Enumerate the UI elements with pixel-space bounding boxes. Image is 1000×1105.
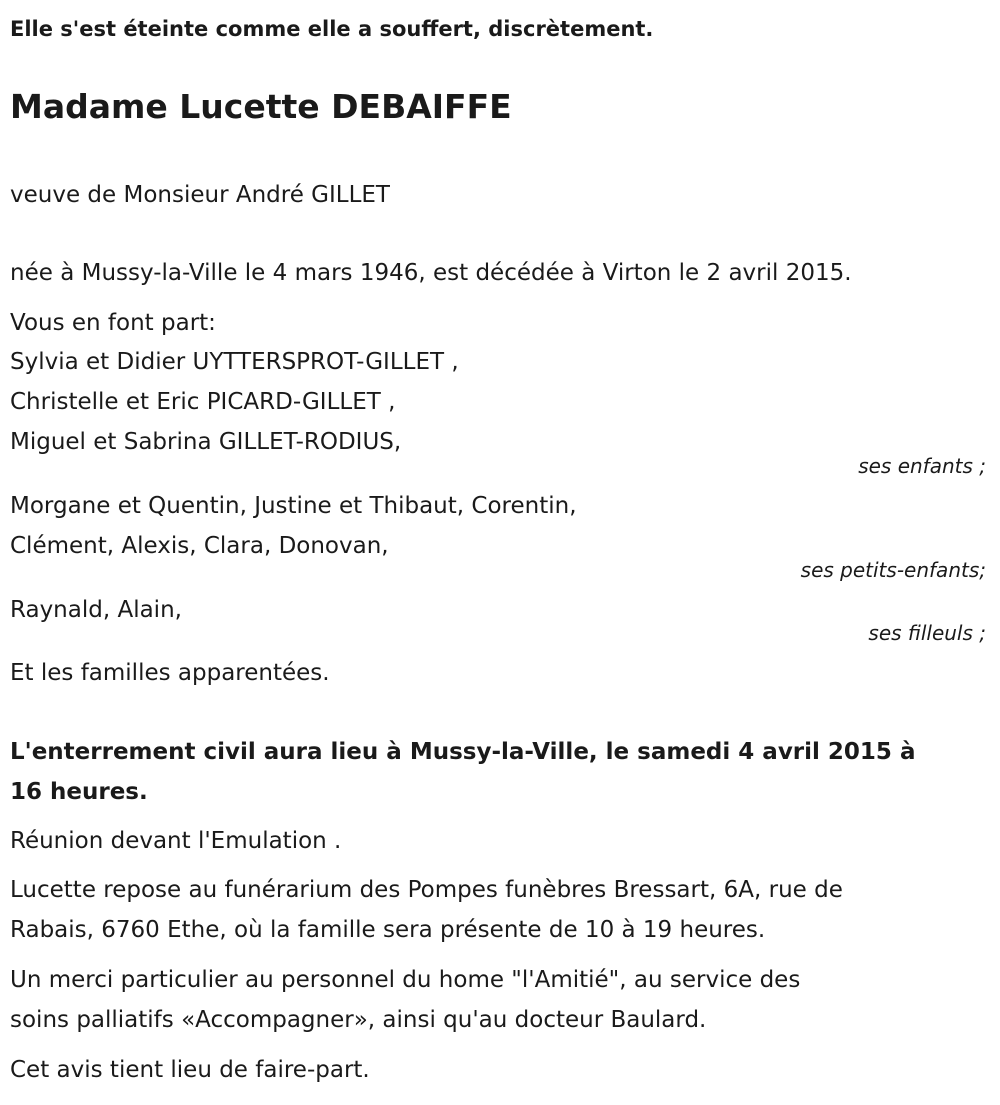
children-line: Sylvia et Didier UYTTERSPROT-GILLET , <box>10 349 459 375</box>
thanks-line: soins palliatifs «Accompagner», ainsi qu'au docteur Baulard. <box>10 1007 707 1033</box>
grandchildren-line: Morgane et Quentin, Justine et Thibaut, Corentin, <box>10 493 577 519</box>
thanks-line: Un merci particulier au personnel du home "l'Amitié", au service des <box>10 967 801 993</box>
godchildren-line: Raynald, Alain, <box>10 597 182 623</box>
funeral-line: L'enterrement civil aura lieu à Mussy-la-Ville, le samedi 4 avril 2015 à <box>10 739 916 765</box>
families-line: Et les familles apparentées. <box>10 660 330 686</box>
rest-line: Rabais, 6760 Ethe, où la famille sera présente de 10 à 19 heures. <box>10 917 766 943</box>
funeral-line: 16 heures. <box>10 779 148 805</box>
widow-line: veuve de Monsieur André GILLET <box>10 182 390 208</box>
birth-death-line: née à Mussy-la-Ville le 4 mars 1946, est décédée à Virton le 2 avril 2015. <box>10 260 852 286</box>
rest-line: Lucette repose au funérarium des Pompes funèbres Bressart, 6A, rue de <box>10 877 843 903</box>
announce-line: Vous en font part: <box>10 310 216 336</box>
closing-line: Cet avis tient lieu de faire-part. <box>10 1057 370 1083</box>
grandchildren-line: Clément, Alexis, Clara, Donovan, <box>10 533 389 559</box>
grandchildren-label: ses petits-enfants; <box>800 558 986 582</box>
deceased-name: Madame Lucette DEBAIFFE <box>10 87 512 126</box>
children-line: Christelle et Eric PICARD-GILLET , <box>10 389 396 415</box>
intro-line: Elle s'est éteinte comme elle a souffert, discrètement. <box>10 17 654 41</box>
children-line: Miguel et Sabrina GILLET-RODIUS, <box>10 429 402 455</box>
godchildren-label: ses filleuls ; <box>868 621 986 645</box>
meeting-line: Réunion devant l'Emulation . <box>10 828 342 854</box>
children-label: ses enfants ; <box>858 454 986 478</box>
